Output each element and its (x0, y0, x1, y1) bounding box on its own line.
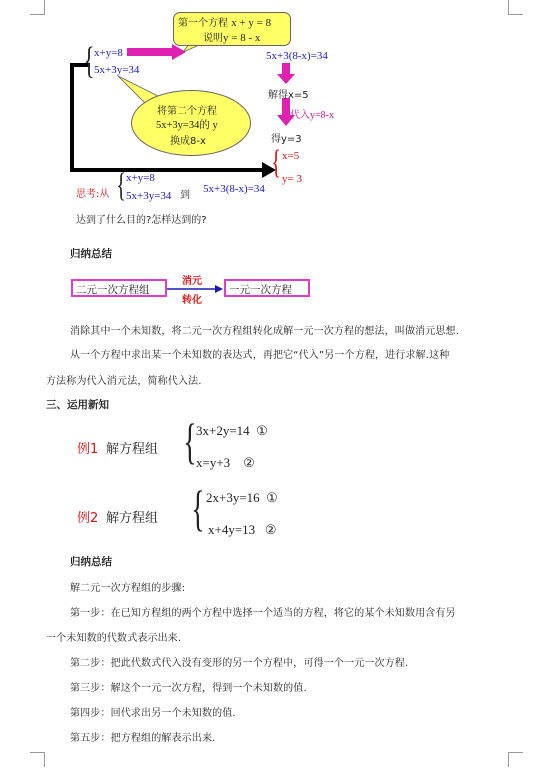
example1-eq1-text: 3x+2y=14 (196, 423, 250, 438)
example2-brace: { (191, 480, 205, 536)
summary2-step5: 第五步：把方程组的解表示出来. (70, 733, 216, 744)
system1-brace: { (83, 40, 95, 82)
example2-label: 例2 (77, 511, 99, 526)
example2-eq1 (206, 490, 278, 506)
system1-eq1: x+y=8 (94, 47, 123, 59)
example2-title: 解方程组 (106, 511, 159, 526)
callout-top-line2 (203, 29, 260, 44)
think-brace: { (116, 167, 127, 204)
callout-top-text1: 第一个方程 (178, 18, 232, 29)
summary1-heading: 归纳总结 (70, 248, 112, 260)
summary2-step4: 第四步：回代求出另一个未知数的值. (70, 708, 236, 719)
example2-mark1: ① (266, 490, 278, 505)
corner-mark-bottom-left (30, 752, 45, 767)
solution-x: x=5 (282, 150, 300, 162)
callout-top-math1: x + y = 8 (231, 17, 272, 29)
think-eq1: x+y=8 (126, 172, 155, 184)
example2-eq2-text: x+4y=13 (208, 522, 256, 537)
think-to: 到 (180, 190, 190, 201)
think-label: 思考:从 (76, 189, 110, 200)
callout-top-line1 (178, 14, 271, 29)
solution-brace: { (271, 144, 282, 181)
system1-eq2: 5x+3y=34 (94, 64, 140, 76)
right-step-eq: 5x+3(8-x)=34 (266, 50, 328, 62)
summary2-heading: 归纳总结 (70, 556, 112, 568)
section3-heading: 三、运用新知 (46, 399, 109, 411)
summary1-arrow-bottom: 转化 (182, 295, 202, 306)
magenta-arrow-down-1 (277, 63, 295, 84)
summary2-step2: 第二步：把此代数式代入没有变形的另一个方程中，可得一个一元一次方程. (70, 658, 409, 669)
example1-title: 解方程组 (106, 442, 159, 457)
right-step-result-y: 得y=3 (271, 134, 302, 145)
example2-eq2 (208, 522, 277, 538)
right-step-substitute: 代入y=8-x (290, 110, 334, 121)
example1-eq1 (196, 423, 268, 439)
think-question: 达到了什么目的?怎样达到的? (76, 215, 207, 226)
paragraph-1: 消除其中一个未知数，将二元一次方程组转化成解一元一次方程的想法，叫做消元思想. (70, 326, 460, 337)
example2-mark2: ② (264, 522, 277, 537)
example2-eq1-text: 2x+3y=16 (206, 490, 260, 505)
ellipse-line2: 5x+3y=34的 y (156, 120, 218, 131)
example1-eq2-text: x=y+3 (196, 455, 231, 470)
right-step-solve: 解得x=5 (268, 90, 309, 101)
summary2-intro: 解二元一次方程组的步骤: (70, 583, 186, 594)
summary2-step1a: 第一步：在已知方程组的两个方程中选择一个适当的方程，将它的某个未知数用含有另 (70, 608, 456, 619)
think-eq2: 5x+3y=34 (126, 190, 172, 202)
summary2-step3: 第三步：解这个一元一次方程，得到一个未知数的值. (70, 683, 307, 694)
ellipse-line1: 将第二个方程 (157, 106, 217, 117)
example1-mark2: ② (243, 455, 255, 470)
magenta-arrow-callout (127, 44, 186, 60)
paragraph-2a: 从一个方程中求出某一个未知数的表达式，再把它“代入”另一个方程，进行求解.这种 (70, 350, 450, 361)
corner-mark-bottom-right (508, 752, 523, 767)
example1-brace: { (183, 413, 197, 469)
summary1-box-right-text: 一元一次方程 (229, 284, 292, 296)
example1-eq2 (196, 455, 255, 471)
paragraph-2b: 方法称为代入消元法，简称代入法. (46, 376, 202, 387)
summary2-step1b: 一个未知数的代数式表示出来. (46, 633, 182, 644)
summary1-arrow-top: 消元 (182, 276, 202, 287)
callout-top-math2: y = 8 - x (223, 32, 261, 44)
callout-top-text2: 说明 (203, 33, 223, 44)
solution-y: y= 3 (282, 173, 302, 185)
example1-mark1: ① (256, 423, 268, 438)
example1-label: 例1 (77, 442, 99, 457)
think-target: 5x+3(8-x)=34 (203, 183, 265, 195)
summary1-box-left-text: 二元一次方程组 (76, 284, 150, 296)
ellipse-line3: 换成8-x (170, 136, 206, 147)
